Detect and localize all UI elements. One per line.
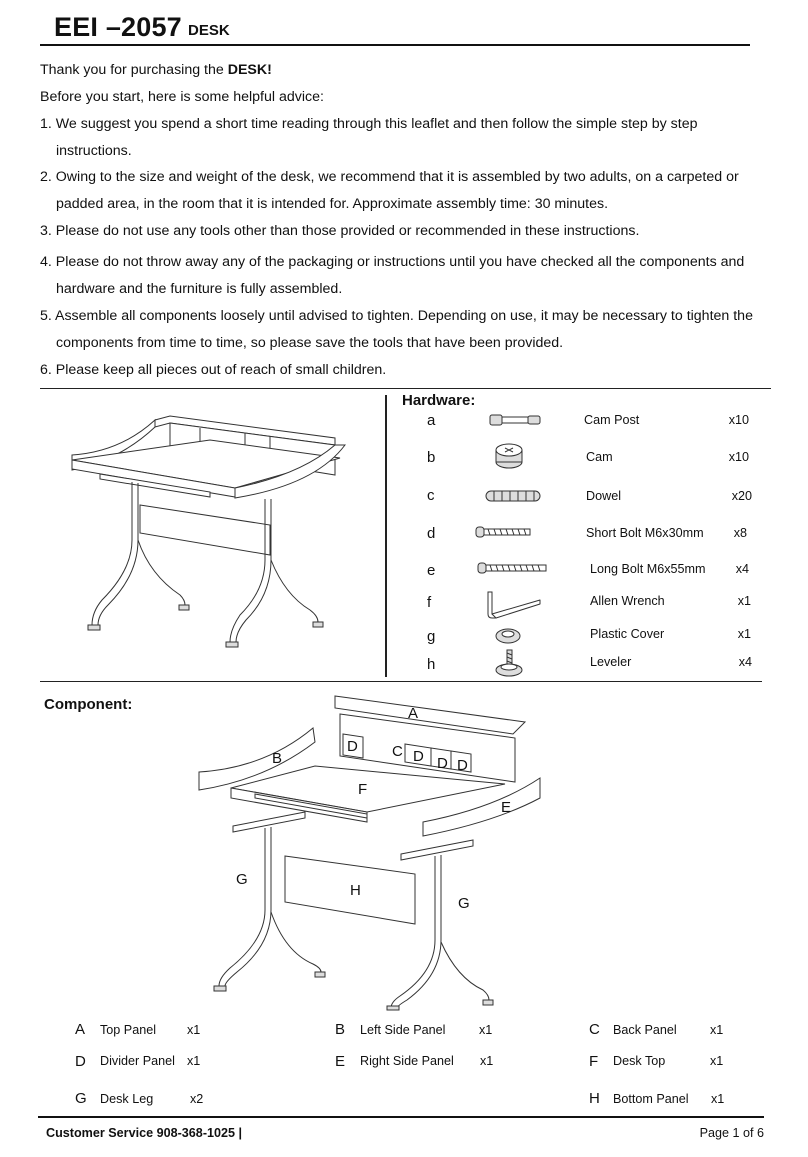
advice-4-line1: 4. Please do not throw away any of the packaging or instructions until you have checked all the components and — [40, 254, 745, 270]
legend-letter-f: F — [589, 1053, 599, 1070]
diagram-label-d-4: D — [457, 757, 468, 774]
hardware-qty-f: x1 — [737, 594, 751, 608]
hardware-name-b: Cam — [586, 450, 613, 464]
diagram-label-d-1: D — [347, 738, 358, 755]
hardware-name-e: Long Bolt M6x55mm — [590, 562, 706, 576]
page-number: Page 1 of 6 — [699, 1126, 764, 1140]
diagram-label-a: A — [408, 705, 419, 722]
hardware-qty-d: x8 — [733, 526, 747, 540]
legend-qty-b: x1 — [479, 1023, 493, 1037]
advice-5-line1: 5. Assemble all components loosely until advised to tighten. Depending on use, it may be necessary to tighten the — [40, 308, 753, 324]
leveler-icon — [493, 648, 527, 678]
thanks-prefix: Thank you for purchasing the — [40, 62, 228, 78]
legend-qty-g: x2 — [190, 1092, 204, 1106]
legend-name-a: Top Panel — [100, 1023, 157, 1037]
diagram-label-d-3: D — [437, 755, 448, 772]
advice-intro: Before you start, here is some helpful advice: — [40, 89, 324, 105]
advice-1-line1: 1. We suggest you spend a short time reading through this leaflet and then follow the simple step by step — [40, 116, 698, 132]
legend-qty-a: x1 — [187, 1023, 201, 1037]
legend-name-f: Desk Top — [613, 1054, 666, 1068]
diagram-label-f: F — [358, 781, 368, 798]
plastic-cover-icon — [493, 624, 523, 646]
diagram-label-g-1: G — [236, 871, 248, 888]
advice-5-line2: components from time to time, so please save the tools that have been provided. — [56, 335, 564, 351]
legend-letter-h: H — [589, 1090, 600, 1107]
thanks-suffix: ! — [267, 62, 272, 78]
diagram-label-e: E — [501, 799, 512, 816]
component-title: Component: — [44, 696, 133, 713]
cam-post-icon — [488, 410, 544, 430]
long-bolt-icon — [476, 561, 550, 575]
hardware-letter-c: c — [427, 487, 435, 504]
header-rule — [40, 44, 750, 46]
part-g-right-desk-leg — [387, 840, 493, 1010]
hardware-letter-h: h — [427, 656, 436, 673]
hardware-letter-b: b — [427, 449, 436, 466]
cam-icon — [494, 440, 524, 470]
legend-name-c: Back Panel — [613, 1023, 677, 1037]
diagram-label-h: H — [350, 882, 361, 899]
advice-1-line2: instructions. — [56, 143, 132, 159]
legend-name-h: Bottom Panel — [613, 1092, 689, 1106]
hardware-letter-g: g — [427, 628, 436, 645]
customer-service: Customer Service 908-368-1025 | — [46, 1126, 243, 1140]
advice-6-line1: 6. Please keep all pieces out of reach of small children. — [40, 362, 387, 378]
legend-letter-a: A — [75, 1021, 86, 1038]
hardware-qty-h: x4 — [738, 655, 752, 669]
assembled-desk-illustration — [60, 400, 360, 655]
short-bolt-icon — [474, 525, 534, 539]
hardware-qty-g: x1 — [737, 627, 751, 641]
diagram-label-g-2: G — [458, 895, 470, 912]
legend-name-b: Left Side Panel — [360, 1023, 446, 1037]
hardware-letter-e: e — [427, 562, 436, 579]
advice-2-line2: padded area, in the room that it is intended for. Approximate assembly time: 30 minutes. — [56, 196, 609, 212]
model-number: EEI –2057 — [54, 12, 182, 42]
legend-name-e: Right Side Panel — [360, 1054, 454, 1068]
hardware-letter-d: d — [427, 525, 436, 542]
legend-qty-d: x1 — [187, 1054, 201, 1068]
product-name: DESK — [188, 22, 230, 39]
diagram-label-b: B — [272, 750, 283, 767]
diagram-label-d-2: D — [413, 748, 424, 765]
hardware-title: Hardware: — [402, 392, 476, 409]
desk-bottom-panel — [140, 505, 270, 555]
section-rule — [40, 388, 771, 389]
hardware-name-d: Short Bolt M6x30mm — [586, 526, 704, 540]
advice-4-line2: hardware and the furniture is fully assembled. — [56, 281, 343, 297]
thanks-product: DESK — [227, 62, 268, 78]
thanks-line — [40, 61, 272, 79]
hardware-qty-b: x10 — [728, 450, 749, 464]
desk-left-leg — [88, 482, 189, 630]
hardware-qty-c: x20 — [731, 489, 752, 503]
legend-letter-c: C — [589, 1021, 600, 1038]
exploded-desk-diagram — [195, 690, 555, 1010]
legend-qty-h: x1 — [711, 1092, 725, 1106]
legend-name-d: Divider Panel — [100, 1054, 175, 1068]
footer-rule — [38, 1116, 764, 1118]
hardware-qty-a: x10 — [728, 413, 749, 427]
advice-3-line1: 3. Please do not use any tools other than those provided or recommended in these instructions. — [40, 223, 640, 239]
legend-qty-e: x1 — [480, 1054, 494, 1068]
legend-letter-e: E — [335, 1053, 346, 1070]
hardware-letter-a: a — [427, 412, 436, 429]
hardware-qty-e: x4 — [735, 562, 749, 576]
hardware-name-a: Cam Post — [584, 413, 640, 427]
hardware-name-h: Leveler — [590, 655, 632, 669]
advice-2-line1: 2. Owing to the size and weight of the desk, we recommend that it is assembled by two adults, on a carpeted or — [40, 169, 739, 185]
legend-qty-f: x1 — [710, 1054, 724, 1068]
legend-qty-c: x1 — [710, 1023, 724, 1037]
hardware-name-f: Allen Wrench — [590, 594, 665, 608]
legend-letter-b: B — [335, 1021, 346, 1038]
hardware-name-c: Dowel — [586, 489, 621, 503]
legend-letter-d: D — [75, 1053, 86, 1070]
legend-name-g: Desk Leg — [100, 1092, 154, 1106]
dowel-icon — [484, 488, 544, 504]
allen-wrench-icon — [484, 588, 544, 622]
section-divider — [385, 395, 387, 677]
hardware-name-g: Plastic Cover — [590, 627, 665, 641]
legend-letter-g: G — [75, 1090, 87, 1107]
diagram-label-c: C — [392, 743, 403, 760]
section-rule-2 — [40, 681, 762, 682]
hardware-letter-f: f — [427, 594, 432, 611]
